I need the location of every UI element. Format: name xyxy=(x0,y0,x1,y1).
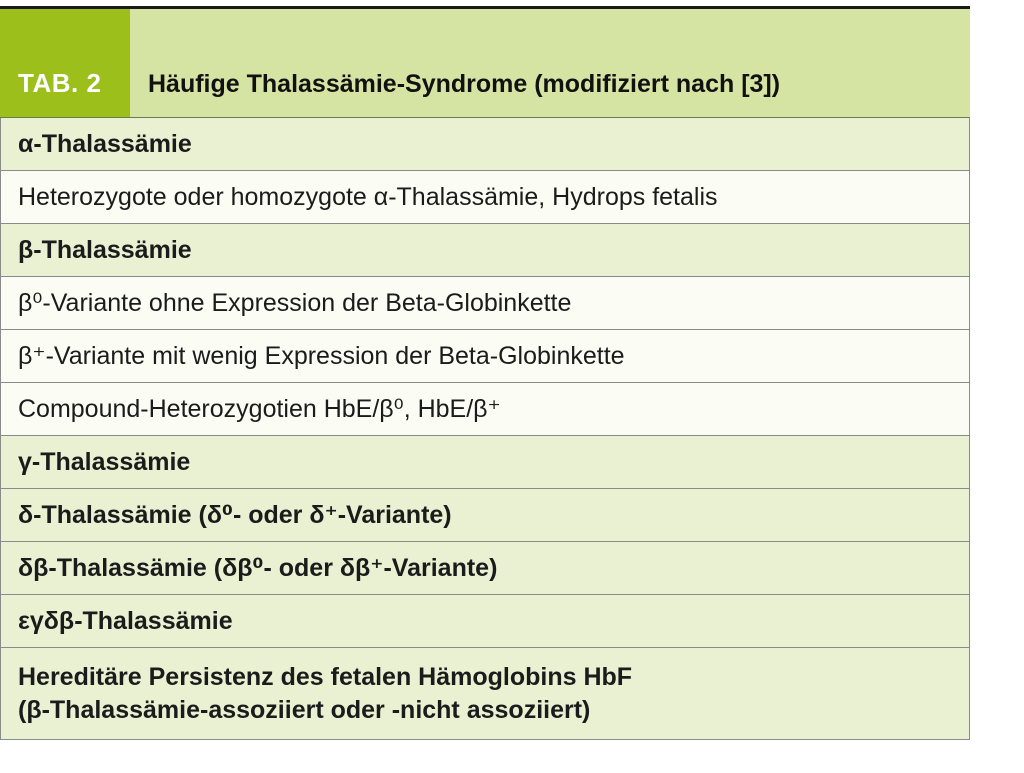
table-row-item xyxy=(0,277,970,330)
table-row-section xyxy=(0,436,970,489)
table-row-item xyxy=(0,171,970,224)
row-text: α-Thalassämie xyxy=(18,129,192,158)
row-text: δ-Thalassämie (δ⁰- oder δ⁺-Variante) xyxy=(18,501,452,529)
table-header xyxy=(0,9,970,118)
table-row-section xyxy=(0,118,970,171)
table-number-label: TAB. 2 xyxy=(0,9,130,117)
row-text: δβ-Thalassämie (δβ⁰- oder δβ⁺-Variante) xyxy=(18,554,498,582)
row-text: γ-Thalassämie xyxy=(18,447,191,476)
row-text: β⁺-Variante mit wenig Expression der Beta-Globinkette xyxy=(18,342,625,370)
table-row-section xyxy=(0,595,970,648)
row-text: Hereditäre Persistenz des fetalen Hämoglobins HbF (β-Thalassämie-assoziiert oder -nicht assoziiert) xyxy=(18,662,633,724)
table-row-item xyxy=(0,330,970,383)
table-row-section xyxy=(0,489,970,542)
row-text: εγδβ-Thalassämie xyxy=(18,606,233,635)
row-text: β⁰-Variante ohne Expression der Beta-Globinkette xyxy=(18,289,572,317)
table-title: Häufige Thalassämie-Syndrome (modifiziert nach [3]) xyxy=(148,70,781,98)
row-text: Compound-Heterozygotien HbE/β⁰, HbE/β⁺ xyxy=(18,395,501,423)
table-row-section xyxy=(0,224,970,277)
thalassemia-table xyxy=(0,6,970,740)
table-row-section xyxy=(0,648,970,740)
row-text: β-Thalassämie xyxy=(18,235,192,264)
row-text: Heterozygote oder homozygote α-Thalassämie, Hydrops fetalis xyxy=(18,182,718,211)
table-row-section xyxy=(0,542,970,595)
table-row-item xyxy=(0,383,970,436)
